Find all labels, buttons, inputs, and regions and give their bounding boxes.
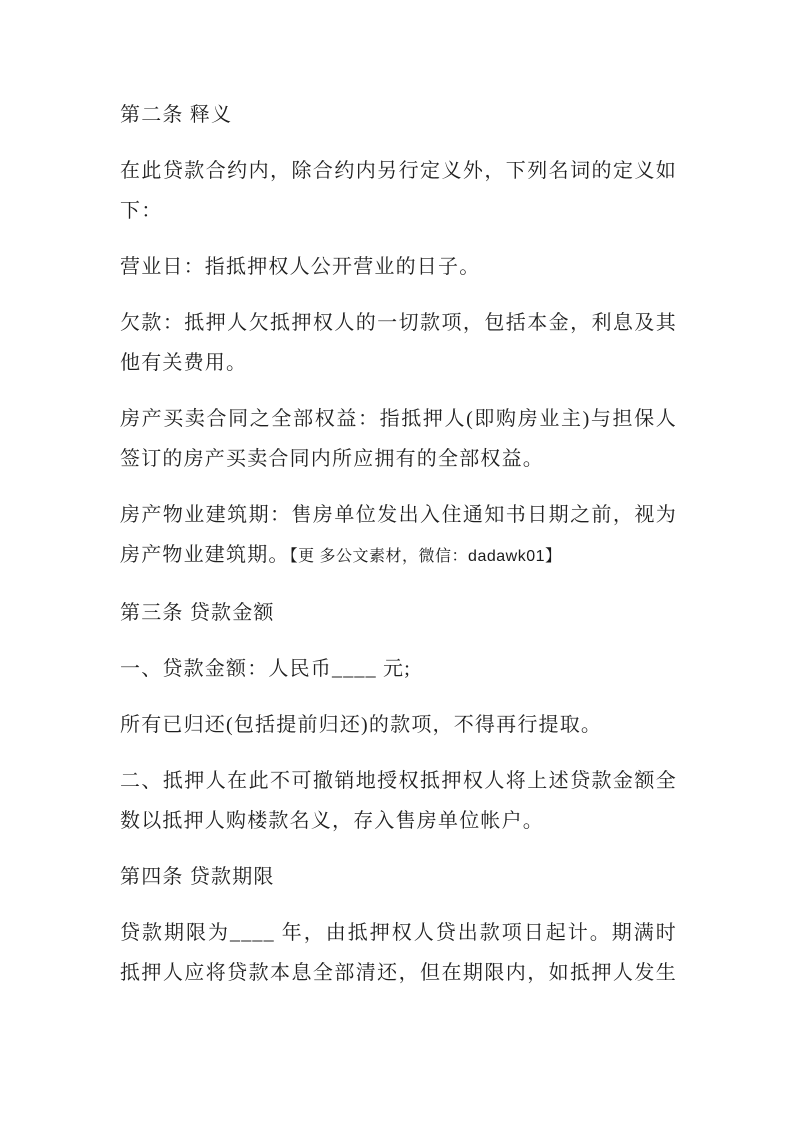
body-paragraph-repaid-funds: 所有已归还(包括提前归还)的款项，不得再行提取。 — [120, 714, 603, 736]
article-3-heading: 第三条 贷款金额 — [120, 602, 275, 624]
body-paragraph-business-day: 营业日：指抵押权人公开营业的日子。 — [120, 256, 481, 278]
paragraph-text: 房产物业建筑期：售房单位发出入住通知书日期之前，视为房产物业建筑期。 — [120, 504, 677, 566]
body-paragraph-construction-period — [120, 495, 677, 577]
promo-annotation: 【更 多公文素材，微信：dadawk01】 — [289, 548, 562, 565]
article-4-heading: 第四条 贷款期限 — [120, 866, 275, 888]
body-paragraph-loan-amount: 一、贷款金额：人民币____ 元; — [120, 658, 411, 680]
body-paragraph-authorization: 二、抵押人在此不可撤销地授权抵押权人将上述贷款金额全数以抵押人购楼款名义，存入售房单位帐户。 — [120, 770, 677, 832]
body-paragraph-arrears: 欠款：抵押人欠抵押权人的一切款项，包括本金，利息及其他有关费用。 — [120, 312, 677, 374]
article-2-heading: 第二条 释义 — [120, 104, 233, 126]
body-paragraph-sale-contract-rights: 房产买卖合同之全部权益：指抵押人(即购房业主)与担保人签订的房产买卖合同内所应拥有的全部权益。 — [120, 408, 677, 470]
body-paragraph-loan-term: 贷款期限为____ 年，由抵押权人贷出款项日起计。期满时抵押人应将贷款本息全部清还，但在期限内，如抵押人发生 — [120, 922, 677, 984]
body-paragraph-definitions-intro: 在此贷款合约内，除合约内另行定义外，下列名词的定义如下： — [120, 160, 677, 222]
